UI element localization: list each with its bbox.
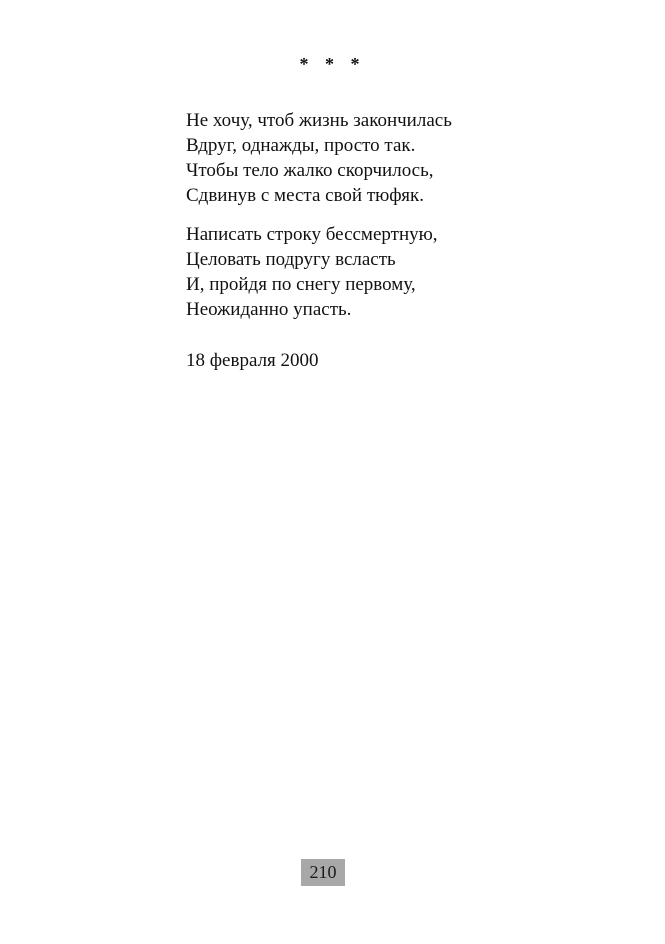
stanza-2 bbox=[186, 222, 626, 322]
poem-line: Целовать подругу всласть bbox=[186, 249, 396, 270]
poem-line: Сдвинув с места свой тюфяк. bbox=[186, 185, 424, 206]
poem-line: Написать строку бессмертную, bbox=[186, 224, 438, 245]
poem-line: Вдруг, однажды, просто так. bbox=[186, 135, 416, 156]
page-number: 210 bbox=[301, 859, 345, 886]
poem-line: Не хочу, чтоб жизнь закончилась bbox=[186, 110, 452, 131]
poem-line: Чтобы тело жалко скорчилось, bbox=[186, 160, 434, 181]
stanza-1 bbox=[186, 108, 626, 208]
poem-line: И, пройдя по снегу первому, bbox=[186, 274, 416, 295]
section-separator: * * * bbox=[299, 54, 366, 74]
poem-date: 18 февраля 2000 bbox=[186, 350, 319, 371]
poem-line: Неожиданно упасть. bbox=[186, 299, 352, 320]
poem bbox=[186, 108, 626, 336]
